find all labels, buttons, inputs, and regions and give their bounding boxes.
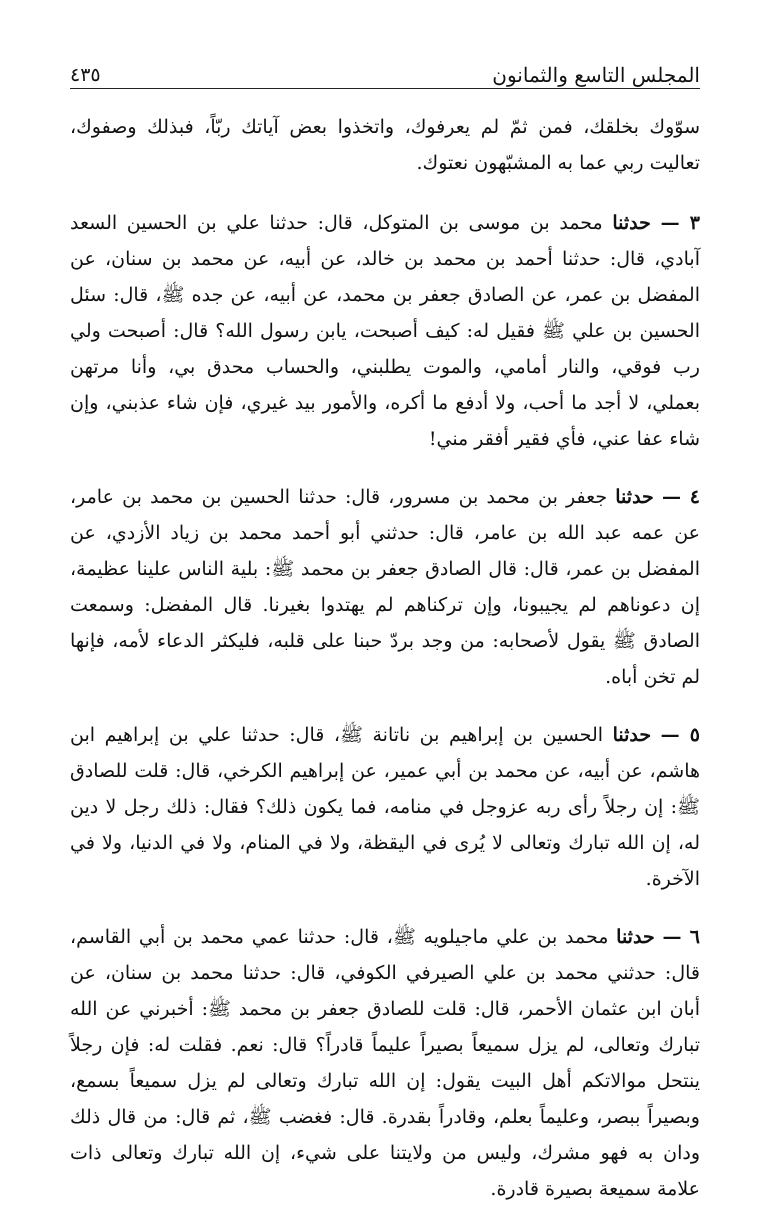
page-body	[70, 109, 700, 1207]
hadith-keyword: حدثنا	[612, 724, 652, 746]
hadith-text: الحسين بن إبراهيم بن ناتانة ﷺ، قال: حدثنا علي بن إبراهيم ابن هاشم، عن أبيه، عن محمد بن أبي عمير، عن إبراهيم الكرخي، قال: قلت للصادق ﷺ: إن رجلاً رأى ربه عزوجل في منامه، فما يكون ذلك؟ فقال: ذلك رجل لا دين له، إن الله تبارك وتعالى لا يُرى في اليقظة، ولا في المنام، ولا في الدنيا، ولا في الآخرة.	[70, 724, 700, 890]
hadith-text: محمد بن موسى بن المتوكل، قال: حدثنا علي بن الحسين السعد آبادي، قال: حدثنا أحمد بن محمد بن خالد، عن أبيه، عن محمد بن سنان، عن المفضل بن عمر، عن الصادق جعفر بن محمد، عن أبيه، عن جده ﷺ، قال: سئل الحسين بن علي ﷺ فقيل له: كيف أصبحت، يابن رسول الله؟ قال: أصبحت ولي رب فوقي، والنار أمامي، والموت يطلبني، والحساب محدق بي، وأنا مرتهن بعملي، لا أجد ما أحب، ولا أدفع ما أكره، والأمور بيد غيري، فإن شاء عذبني، وإن شاء عفا عني، فأي فقير أفقر مني!	[70, 212, 700, 450]
hadith-number: ٦ —	[662, 926, 700, 948]
hadith-keyword: حدثنا	[616, 926, 655, 948]
intro-paragraph	[70, 109, 700, 181]
hadith-keyword: حدثنا	[615, 486, 654, 508]
hadith-keyword: حدثنا	[612, 212, 651, 234]
hadith-paragraph-6	[70, 919, 700, 1207]
hadith-paragraph-4	[70, 479, 700, 695]
page-number: ٤٣٥	[70, 64, 101, 86]
intro-text: سوّوك بخلقك، فمن ثمّ لم يعرفوك، واتخذوا بعض آياتك ربّاً، فبذلك وصفوك، تعاليت ربي عما به المشبّهون نعتوك.	[70, 116, 700, 174]
chapter-title: المجلس التاسع والثمانون	[492, 63, 700, 87]
hadith-paragraph-5	[70, 717, 700, 897]
hadith-text: جعفر بن محمد بن مسرور، قال: حدثنا الحسين بن محمد بن عامر، عن عمه عبد الله بن عامر، قال: حدثني أبو أحمد محمد بن زياد الأزدي، عن المفضل بن عمر، قال: قال الصادق جعفر بن محمد ﷺ: بلية الناس علينا عظيمة، إن دعوناهم لم يجيبونا، وإن تركناهم لم يهتدوا بغيرنا. قال المفضل: وسمعت الصادق ﷺ يقول لأصحابه: من وجد بردّ حبنا على قلبه، فليكثر الدعاء لأمه، فإنها لم تخن أباه.	[70, 486, 700, 688]
hadith-number: ٣ —	[660, 212, 701, 234]
hadith-number: ٤ —	[662, 486, 700, 508]
book-page	[70, 48, 701, 1200]
hadith-text: محمد بن علي ماجيلويه ﷺ، قال: حدثنا عمي محمد بن أبي القاسم، قال: حدثني محمد بن علي الصيرفي الكوفي، قال: حدثنا محمد بن سنان، عن أبان ابن عثمان الأحمر، قال: قلت للصادق جعفر بن محمد ﷺ: أخبرني عن الله تبارك وتعالى، لم يزل سميعاً بصيراً عليماً قادراً؟ قال: نعم. فقلت له: فإن رجلاً ينتحل موالاتكم أهل البيت يقول: إن الله تبارك وتعالى لم يزل سميعاً بسمع، وبصيراً ببصر، وعليماً بعلم، وقادراً بقدرة. قال: فغضب ﷺ، ثم قال: من قال ذلك ودان به فهو مشرك، وليس من ولايتنا على شيء، إن الله تبارك وتعالى ذات علامة سميعة بصيرة قادرة.	[70, 926, 700, 1200]
running-header	[70, 48, 700, 89]
hadith-number: ٥ —	[660, 724, 700, 746]
hadith-paragraph-3	[70, 205, 700, 457]
